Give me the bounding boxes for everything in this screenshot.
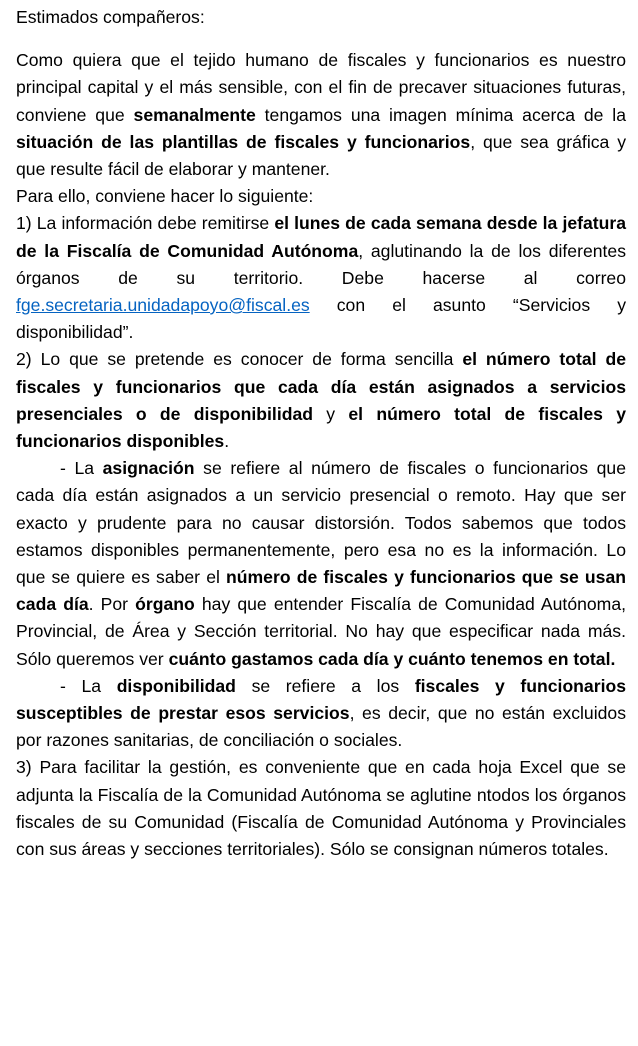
intro-text-3: , que sea gráfica y que resulte fácil de elaborar y mantener.: [16, 131, 626, 180]
intro-paragraph: [16, 47, 626, 183]
item-1-text-2: , aglutinando la de los diferentes órganos de su territorio. Debe hacerse al correo: [16, 240, 626, 288]
disponibilidad-bold-1: disponibilidad: [116, 675, 236, 696]
item-2-paragraph: [16, 346, 626, 455]
item-2-text-2: y: [312, 403, 349, 424]
item-2-bold-2: el número total de fiscales y funcionarios disponibles: [16, 403, 626, 452]
lead-paragraph: Para ello, conviene hacer lo siguiente:: [16, 186, 314, 207]
item-1-bold-1: el lunes de cada semana desde la jefatura de la Fiscalía de Comunidad Autónoma: [16, 213, 626, 261]
asignacion-text-3: . Por: [88, 594, 136, 615]
asignacion-text-1: - La: [60, 458, 103, 479]
item-1-text-3: con el asunto “Servicios y disponibilidad”.: [16, 295, 626, 343]
asignacion-text-4: hay que entender Fiscalía de Comunidad Autónoma, Provincial, de Área y Sección territorial. No hay que especificar nada más. Sólo queremos ver: [16, 594, 626, 669]
disponibilidad-bold-2: fiscales y funcionarios susceptibles de prestar esos servicios: [16, 675, 626, 724]
asignacion-bold-4: cuánto gastamos cada día y cuánto tenemos en total.: [168, 648, 616, 669]
disponibilidad-text-3: , es decir, que no están excluidos por razones sanitarias, de conciliación o sociales.: [16, 703, 626, 751]
item-3-paragraph: 3) Para facilitar la gestión, es conveniente que en cada hoja Excel que se adjunta la Fiscalía de la Comunidad Autónoma se aglutine ntodos los órganos fiscales de su Comunidad (Fiscalía de Comunidad Autónoma y Provinciales con sus áreas y secciones territoriales). Sólo se consignan números totales.: [16, 757, 626, 860]
item-2-bold-1: el número total de fiscales y funcionarios que cada día están asignados a servicios presenciales o de disponibilidad: [16, 349, 626, 424]
email-link[interactable]: fge.secretaria.unidadapoyo@fiscal.es: [16, 295, 310, 316]
disponibilidad-text-1: - La: [60, 675, 117, 696]
asignacion-paragraph: [16, 455, 626, 673]
intro-text-1: Como quiera que el tejido humano de fiscales y funcionarios es nuestro principal capital y el más sensible, con el fin de precaver situaciones futuras, conviene que: [16, 50, 626, 125]
asignacion-bold-3: órgano: [135, 594, 195, 615]
item-1-text-1: 1) La información debe remitirse: [16, 213, 275, 234]
disponibilidad-text-2: se refiere a los: [235, 675, 415, 696]
item-2-text-1: 2) Lo que se pretende es conocer de forma sencilla: [16, 349, 463, 370]
asignacion-text-2: se refiere al número de fiscales o funcionarios que cada día están asignados a un servicio presencial o remoto. Hay que ser exacto y prudente para no causar distorsión. Todos sabemos que todos estamos disponibles permanentemente, pero esa no es la información. Lo que se quiere es saber el: [16, 458, 626, 588]
asignacion-bold-2: número de fiscales y funcionarios que se usan cada día: [16, 567, 626, 615]
item-2-text-3: .: [224, 431, 230, 452]
item-1-paragraph: [16, 210, 626, 346]
intro-text-2: tengamos una imagen mínima acerca de la: [255, 104, 626, 125]
intro-bold-2: situación de las plantillas de fiscales y funcionarios: [16, 131, 471, 152]
disponibilidad-paragraph: [16, 673, 626, 755]
asignacion-bold-1: asignación: [102, 458, 195, 479]
greeting: Estimados compañeros:: [16, 7, 205, 27]
intro-bold-1: semanalmente: [133, 104, 256, 125]
